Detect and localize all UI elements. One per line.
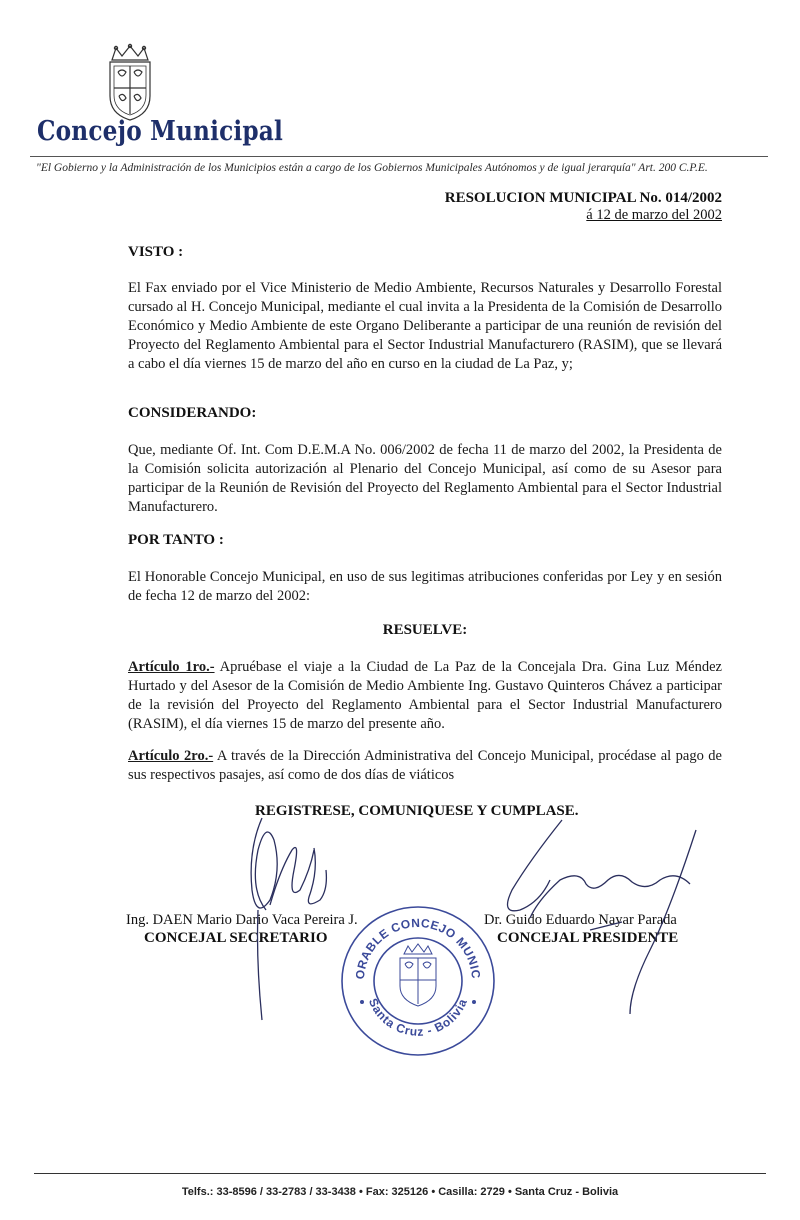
visto-heading: VISTO : [128,244,184,260]
footer-divider [34,1173,766,1174]
official-seal-icon [333,891,498,1060]
footer-contact: Telfs.: 33-8596 / 33-2783 / 33-3438 • Fax: 325126 • Casilla: 2729 • Santa Cruz - Bolivia [181,1186,619,1198]
right-signatory-title: CONCEJAL PRESIDENTE [497,930,679,946]
left-signature-icon [230,810,340,1030]
municipal-crest-icon [100,42,160,122]
article-2-label: Artículo 2ro.- [128,748,214,764]
article-2-text: A través de la Dirección Administrativa del Concejo Municipal, procédase al pago de sus respectivos pasajes, así como de dos días de viáticos [128,748,722,783]
article-1-label: Artículo 1ro.- [128,659,215,675]
por-tanto-text: El Honorable Concejo Municipal, en uso de sus legitimas atribuciones conferidas por Ley y en sesión de fecha 12 de marzo del 2002: [128,569,722,604]
closing-formula: REGISTRESE, COMUNIQUESE Y CUMPLASE. [255,803,579,819]
left-signatory-name: Ing. DAEN Mario Dario Vaca Pereira J. [126,912,358,928]
right-signature-icon [490,810,710,1020]
article-1-text: Apruébase el viaje a la Ciudad de La Paz de la Concejala Dra. Gina Luz Méndez Hurtado y del Asesor de la Comisión de Medio Ambiente Ing. Gustavo Quinteros Chávez a participar de la revisión del Proyecto del Reglamento Ambiental para el Sector Industrial Manufacturero (RASIM), el día viernes 15 de marzo del presente año. [128,659,722,732]
seal-top-text: HONORABLE CONCEJO MUNICIPAL [333,891,484,980]
por-tanto-heading: POR TANTO : [128,532,224,548]
svg-text:HONORABLE CONCEJO MUNICIPAL [333,891,483,980]
right-signatory-name: Dr. Guido Eduardo Nayar Parada [484,912,677,928]
left-signatory-title: CONCEJAL SECRETARIO [144,930,328,946]
considerando-heading: CONSIDERANDO: [128,405,257,421]
considerando-text: Que, mediante Of. Int. Com D.E.M.A No. 006/2002 de fecha 11 de marzo del 2002, la Presidenta de la Comisión solicita autorización al Plenario del Concejo Municipal, así como de su Asesor para participar de la Reunión de Revisión del Proyecto del Reglamento Ambiental para el Sector Industrial Manufacturero. [128,442,722,515]
visto-text: El Fax enviado por el Vice Ministerio de Medio Ambiente, Recursos Naturales y Desarrollo Forestal cursado al H. Concejo Municipal, mediante el cual invita a la Presidenta de la Comisión de Desarrollo Económico y Medio Ambiente de este Organo Deliberante a participar de una reunión de revisión del Proyecto del Reglamento Ambiental para el Sector Industrial Manufacturero (RASIM), que se llevará a cabo el día viernes 15 de marzo del año en curso en la ciudad de La Paz, y; [128,280,722,372]
resolution-date: á 12 de marzo del 2002 [586,207,722,223]
article-2 [128,747,722,785]
article-1 [128,658,722,734]
header-divider [30,156,768,157]
header-motto: "El Gobierno y la Administración de los Municipios están a cargo de los Gobiernos Municipales Autónomos y de igual jerarquía" Art. 200 C.P.E. [36,162,708,174]
resolution-title: RESOLUCION MUNICIPAL No. 014/2002 [444,190,722,206]
resuelve-heading: RESUELVE: [382,622,468,638]
seal-bottom-text: Santa Cruz - Bolivia [365,996,471,1039]
organization-name: Concejo Municipal [37,116,284,147]
